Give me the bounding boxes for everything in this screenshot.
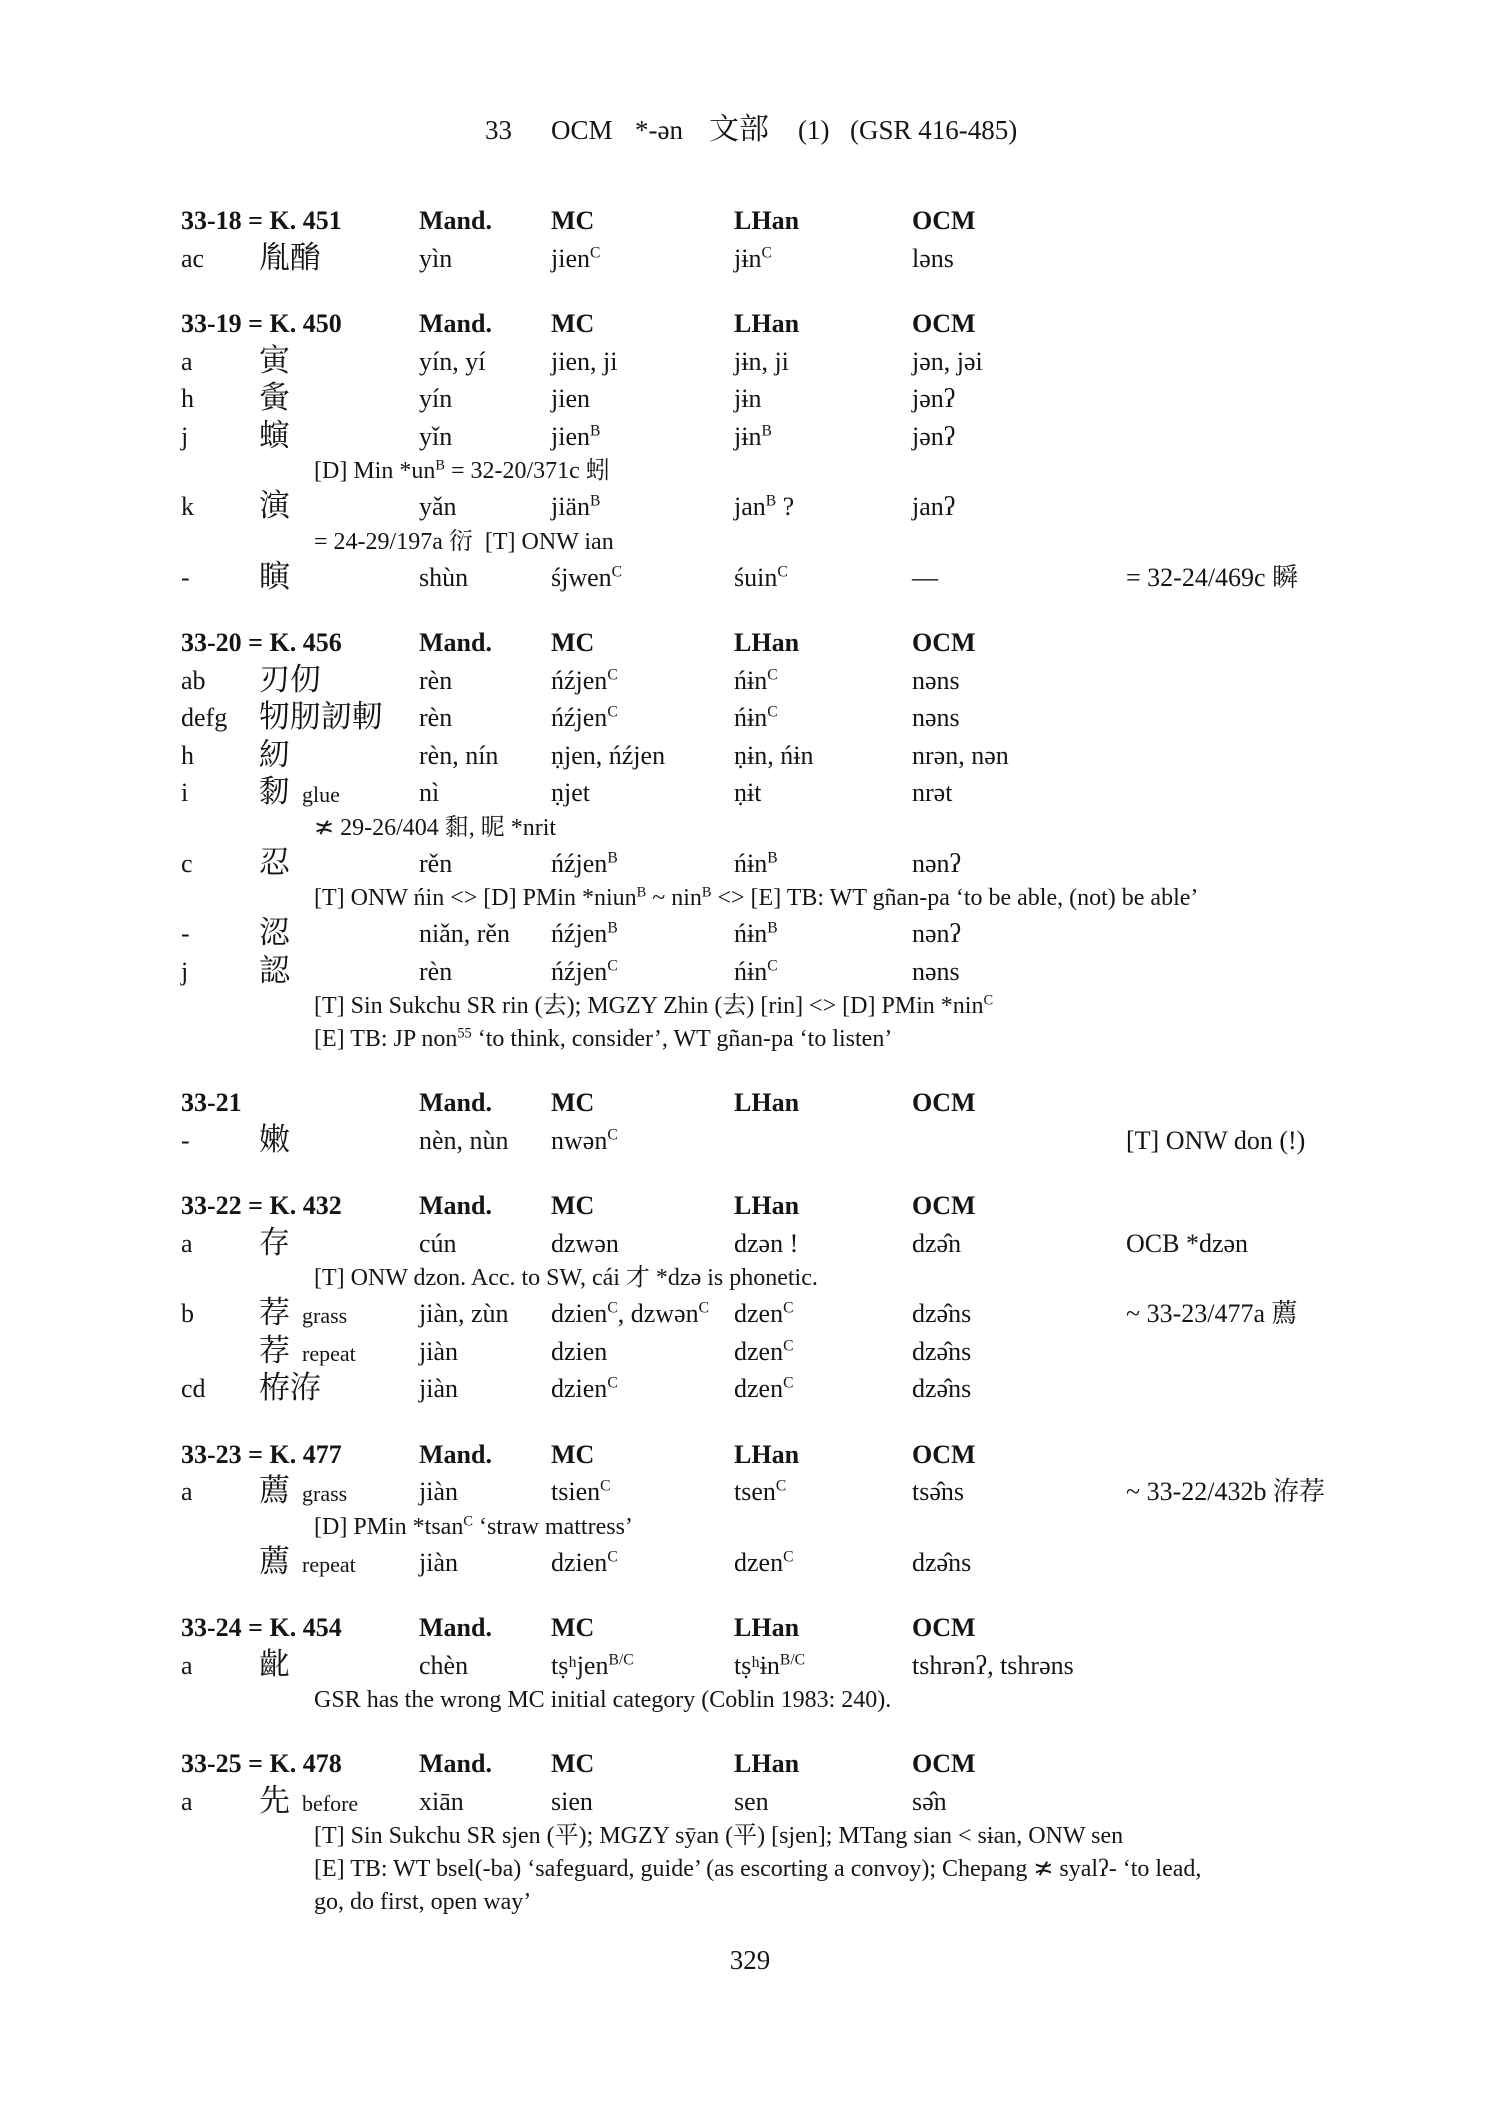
rhyme-final: *-ən [635,115,683,145]
entry-block [0,1745,1500,1919]
entry-note: [E] TB: WT bsel(-ba) ‘safeguard, guide’ (as escorting a convoy); Chepang ≭ syalʔ- ‘to lead, [314,1856,1202,1882]
item-letters: i [181,778,189,807]
entry-row [0,1122,1500,1160]
entry-header-row [0,1187,1500,1225]
item-letters: defg [181,703,228,732]
item-letters: h [181,384,194,413]
item-letters: cd [181,1374,206,1403]
entry-row [0,380,1500,418]
mandarin-reading: jiàn [419,1374,458,1403]
entry-note: ≭ 29-26/404 䵒, 昵 *nrit [314,814,557,841]
superscript-tone: C [607,1126,618,1144]
chinese-characters: 螾 [259,417,290,454]
entry-header-row [0,1609,1500,1647]
character-cell [259,343,290,382]
chinese-characters: 荐 [259,1332,290,1369]
later-han-reading: jɨn, ji [734,346,789,376]
later-han-reading: jɨn [734,384,762,413]
character-cell [259,1544,356,1584]
cross-reference: = 32-24/469c 瞬 [1126,562,1299,592]
middle-chinese-reading: jien, ji [551,346,618,376]
later-han-reading: ṇɨn, ńɨn [734,740,814,770]
mandarin-column-header: Mand. [419,1439,492,1469]
entry-header-row [0,1084,1500,1122]
old-chinese-reading: janʔ [912,492,956,521]
superscript-tone: C [607,1548,618,1566]
middle-chinese-reading: ńźjen$^C$ [551,956,618,986]
chinese-characters: 荐 [259,1295,290,1331]
later-han-column-header: LHan [734,1439,800,1469]
item-letters: j [181,421,189,451]
entry-row [0,1783,1500,1821]
superscript-tone: B [767,919,778,937]
page-number: 329 [729,1945,771,1975]
entry-row [0,1333,1500,1371]
later-han-column-header: LHan [734,1613,800,1642]
middle-chinese-reading: dzien$^C$ [551,1547,618,1577]
superscript-tone: C [783,1337,794,1355]
superscript-tone: B [636,884,647,901]
superscript-tone: B [607,849,618,867]
later-han-reading: ńɨn$^C$ [734,703,778,732]
old-chinese-reading: sə̂n [912,1786,947,1816]
entry-row [0,774,1500,812]
old-chinese-column-header: OCM [912,1088,976,1117]
entry-header-row [0,305,1500,343]
entry-header-row [0,624,1500,662]
chinese-characters: 先 [259,1782,290,1819]
superscript-tone: C [767,703,778,721]
character-cell [259,380,290,419]
superscript-tone: B/C [779,1651,806,1669]
entry-id: 33-24 = K. 454 [181,1613,342,1642]
entry-row [0,343,1500,381]
middle-chinese-column-header: MC [551,1439,595,1469]
item-letters: j [181,956,189,986]
entry-row [0,845,1500,883]
later-han-reading: dzən ! [734,1228,799,1258]
chinese-characters: 涊 [259,915,290,951]
entry-row [0,240,1500,278]
later-han-reading: jan$^B$ ? [734,492,795,521]
later-han-column-header: LHan [734,206,800,235]
old-chinese-reading: tsə̂ns [912,1477,964,1506]
later-han-reading: sen [734,1786,769,1816]
superscript-tone: C [611,563,623,581]
entry-block [0,1084,1500,1159]
mandarin-reading: cún [419,1228,457,1258]
superscript-tone: C [607,666,618,684]
rhyme-group: 文部 [709,113,769,146]
entry-row [0,1370,1500,1408]
mandarin-reading: rèn [419,703,453,732]
entry-id: 33-25 = K. 478 [181,1749,342,1778]
middle-chinese-reading: jiän$^B$ [551,492,601,521]
mandarin-reading: niǎn, rěn [419,919,510,948]
entry-header-row [0,202,1500,240]
later-han-reading: ńɨn$^B$ [734,848,778,878]
old-chinese-reading: dzə̂ns [912,1374,972,1403]
later-han-reading: ṇɨt [734,778,762,807]
later-han-column-header: LHan [734,1191,800,1220]
old-chinese-column-header: OCM [912,1439,976,1469]
entry-row [0,1295,1500,1333]
superscript-tone: C [607,1299,618,1317]
superscript-tone: C [783,1548,794,1566]
entry-note: [T] Sin Sukchu SR sjen (平); MGZY sȳan (平) [sjen]; MTang sian < sɨan, ONW sen [314,1823,1124,1849]
character-cell [259,915,290,954]
old-chinese-reading: nənʔ [912,848,962,878]
entry-row [0,953,1500,991]
cross-reference: OCB *dzən [1126,1228,1249,1258]
middle-chinese-reading: tṣʰjen$^{B/C}$ [551,1650,634,1680]
superscript-tone: B [765,492,777,510]
cross-reference: ~ 33-22/432b 洊荐 [1126,1477,1325,1506]
superscript-tone: C [783,1374,794,1392]
old-chinese-reading: dzə̂ns [912,1336,972,1366]
mandarin-reading: jiàn [419,1336,458,1366]
entry-id: 33-18 = K. 451 [181,206,342,235]
later-han-reading: dzen$^C$ [734,1336,794,1366]
mandarin-reading: yǐn [419,421,453,451]
mandarin-reading: jiàn [419,1547,458,1577]
character-cell [259,1225,290,1264]
mandarin-column-header: Mand. [419,1613,492,1642]
character-cell [259,662,321,701]
middle-chinese-reading: ṇjen, ńźjen [551,740,666,770]
section-part: (1) [798,115,830,145]
gloss: glue [302,782,340,807]
mandarin-column-header: Mand. [419,1088,492,1117]
superscript-tone: C [761,244,772,262]
mandarin-reading: yǎn [419,492,457,521]
superscript-tone: C [983,992,994,1009]
entry-note: GSR has the wrong MC initial category (Coblin 1983: 240). [314,1687,892,1713]
character-cell [259,774,340,814]
mandarin-reading: nèn, nùn [419,1125,509,1155]
chinese-characters: 刃仞 [259,661,321,698]
mandarin-column-header: Mand. [419,1191,492,1220]
superscript-tone: C [698,1299,709,1317]
item-letters: a [181,346,193,376]
middle-chinese-reading: ńźjen$^C$ [551,665,618,695]
old-chinese-reading: nrət [912,778,953,807]
entry-note: [D] PMin *tsan$^C$ ‘straw mattress’ [314,1512,633,1540]
middle-chinese-reading: jien$^B$ [551,421,601,451]
middle-chinese-reading: ńźjen$^B$ [551,919,618,948]
superscript-tone: B [435,457,445,474]
character-cell [259,699,383,738]
chinese-characters: 演 [259,488,290,524]
superscript-tone: B [590,492,601,510]
superscript-tone: B [607,919,618,937]
old-chinese-reading: dzə̂n [912,1228,962,1258]
character-cell [259,240,321,279]
entry-id: 33-23 = K. 477 [181,1439,342,1469]
entry-block [0,1609,1500,1717]
later-han-reading: ńɨn$^C$ [734,665,778,695]
later-han-column-header: LHan [734,309,800,338]
mandarin-reading: jiàn [419,1477,458,1506]
gsr-range: (GSR 416-485) [850,115,1018,145]
item-letters: a [181,1650,193,1680]
chinese-characters: 薦 [259,1473,290,1509]
character-cell [259,1783,358,1823]
later-han-reading: jɨn$^B$ [734,421,772,451]
entry-block [0,1436,1500,1582]
superscript-tone: C [607,703,618,721]
entry-row [0,488,1500,526]
old-chinese-reading: nənʔ [912,919,962,948]
entry-row [0,1544,1500,1582]
entry-note: go, do first, open way’ [314,1889,532,1915]
later-han-reading: dzen$^C$ [734,1299,794,1328]
middle-chinese-reading: jien [551,384,590,413]
entry-row [0,662,1500,700]
later-han-column-header: LHan [734,628,800,657]
middle-chinese-reading: dzien$^C$ [551,1374,618,1403]
entry-block [0,202,1500,277]
entry-row [0,1225,1500,1263]
superscript-tone: C [607,957,618,975]
old-chinese-reading: nəns [912,956,960,986]
item-letters: ab [181,665,206,695]
reconstruction-system: OCM [551,115,613,145]
middle-chinese-reading: śjwen$^C$ [551,562,623,592]
middle-chinese-column-header: MC [551,1613,595,1642]
entry-note: [T] ONW dzon. Acc. to SW, cái 才 *dzə is phonetic. [314,1265,818,1291]
old-chinese-reading: jənʔ [912,421,956,451]
entry-row [0,418,1500,456]
entry-row [0,737,1500,775]
gloss: repeat [302,1551,356,1577]
chinese-characters: 瞚 [259,558,290,595]
later-han-reading: ńɨn$^B$ [734,919,778,948]
entry-id: 33-19 = K. 450 [181,309,342,338]
item-letters: - [181,1125,190,1155]
mandarin-reading: yìn [419,243,453,273]
entry-id: 33-21 [181,1088,242,1117]
entry-block [0,305,1500,596]
middle-chinese-column-header: MC [551,206,595,235]
middle-chinese-column-header: MC [551,628,595,657]
mandarin-reading: rèn, nín [419,740,499,770]
character-cell [259,1295,347,1335]
superscript-tone: B [761,422,772,440]
character-cell [259,953,290,992]
mandarin-reading: rěn [419,848,453,878]
item-letters: a [181,1228,193,1258]
middle-chinese-reading: nwən$^C$ [551,1125,618,1155]
mandarin-column-header: Mand. [419,309,492,338]
middle-chinese-column-header: MC [551,1191,595,1220]
mandarin-reading: nì [419,778,440,807]
item-letters: - [181,919,190,948]
later-han-column-header: LHan [734,1749,800,1778]
middle-chinese-reading: ńźjen$^C$ [551,703,618,732]
middle-chinese-column-header: MC [551,1088,595,1117]
entry-block [0,1187,1500,1408]
mandarin-column-header: Mand. [419,1749,492,1778]
superscript-tone: C [767,957,778,975]
chinese-characters: 䵑 [259,774,290,810]
item-letters: k [181,492,194,521]
gloss: before [302,1790,359,1816]
chinese-characters: 栫洊 [259,1370,321,1406]
character-cell [259,488,290,527]
old-chinese-reading: nəns [912,665,960,695]
entry-header-row [0,1436,1500,1474]
old-chinese-reading: nəns [912,703,960,732]
old-chinese-reading: dzə̂ns [912,1547,972,1577]
character-cell [259,737,290,776]
old-chinese-column-header: OCM [912,1749,976,1778]
old-chinese-reading: — [912,562,938,592]
middle-chinese-reading: sien [551,1786,593,1816]
item-letters: c [181,848,193,878]
mandarin-reading: rèn [419,665,453,695]
mandarin-reading: chèn [419,1650,469,1680]
superscript-tone: C [777,563,788,581]
superscript-tone: C [590,244,601,262]
item-letters: ac [181,243,205,273]
character-cell [259,1370,321,1409]
later-han-reading: dzen$^C$ [734,1547,794,1577]
later-han-reading: jɨn$^C$ [734,243,772,273]
chinese-characters: 紉 [259,736,290,773]
chinese-characters: 認 [259,952,290,989]
character-cell [259,1647,290,1686]
chinese-characters: 齔 [259,1646,290,1683]
entry-row [0,915,1500,953]
chinese-characters: 夤 [259,380,290,416]
entry-note: [T] Sin Sukchu SR rin (去); MGZY Zhin (去) [rin] <> [D] PMin *nin$^C$ [314,992,994,1019]
superscript-tone: C [767,666,778,684]
middle-chinese-reading: ṇjet [551,778,590,807]
middle-chinese-column-header: MC [551,309,595,338]
middle-chinese-reading: dzwən [551,1228,619,1258]
superscript-tone: C [775,1477,787,1495]
middle-chinese-reading: ńźjen$^B$ [551,848,618,878]
superscript-tone: B [701,884,712,901]
old-chinese-reading: jən, jəi [912,346,983,376]
chinese-characters: 牣肕訒軔 [259,699,383,735]
mandarin-column-header: Mand. [419,628,492,657]
item-letters: - [181,562,190,592]
gloss: repeat [302,1340,356,1366]
mandarin-reading: shùn [419,562,469,592]
entry-row [0,1647,1500,1685]
middle-chinese-reading: dzien$^C$, dzwən$^C$ [551,1299,709,1328]
later-han-reading: śuin$^C$ [734,562,788,592]
later-han-column-header: LHan [734,1088,800,1117]
superscript-tone: C [463,1512,473,1529]
item-letters: h [181,740,194,770]
entry-row [0,1473,1500,1511]
old-chinese-reading: ləns [912,243,954,273]
middle-chinese-reading: tsien$^C$ [551,1477,611,1506]
old-chinese-column-header: OCM [912,1613,976,1642]
old-chinese-reading: tshrənʔ, tshrəns [912,1650,1074,1680]
mandarin-reading: yín, yí [419,346,486,376]
entry-note: [D] Min $*un^B = 32-20/371c$ 蚓 [314,457,610,484]
entry-note: [T] ONW ńin <> [D] PMin *niun$^B$ ~ nin$^B$ <> [E] TB: WT gñan-pa ‘to be able, (not) be able’ [314,884,1199,911]
old-chinese-column-header: OCM [912,206,976,235]
chinese-characters: 薦 [259,1543,290,1580]
chinese-characters: 胤酳 [259,239,321,276]
old-chinese-column-header: OCM [912,628,976,657]
character-cell [259,1333,356,1373]
character-cell [259,1122,290,1161]
later-han-reading: tsen$^C$ [734,1477,787,1506]
middle-chinese-reading: dzien [551,1336,608,1366]
superscript-tone: C [600,1477,611,1495]
entry-block [0,624,1500,1056]
middle-chinese-column-header: MC [551,1749,595,1778]
gloss: grass [302,1481,348,1506]
character-cell [259,418,290,457]
chinese-characters: 寅 [259,342,290,379]
entry-row [0,699,1500,737]
old-chinese-column-header: OCM [912,309,976,338]
entry-note: = 24-29/197a 衍 [T] ONW ian [314,528,614,555]
old-chinese-reading: nrən, nən [912,740,1009,770]
later-han-reading: dzen$^C$ [734,1374,794,1403]
item-letters: a [181,1477,193,1506]
old-chinese-column-header: OCM [912,1191,976,1220]
mandarin-reading: xiān [419,1786,464,1816]
entry-id: 33-22 = K. 432 [181,1191,342,1220]
cross-reference: [T] ONW don (!) [1126,1125,1306,1155]
superscript-tone: B/C [608,1651,634,1669]
section-number: 33 [485,115,512,145]
chinese-characters: 存 [259,1224,290,1261]
entry-header-row [0,1745,1500,1783]
mandarin-column-header: Mand. [419,206,492,235]
mandarin-reading: yín [419,384,453,413]
running-head [0,112,1500,148]
superscript-tone: B [590,422,601,440]
item-letters: a [181,1786,193,1816]
gloss: grass [302,1303,348,1328]
superscript-tone: C [783,1299,794,1317]
old-chinese-reading: jənʔ [912,384,956,413]
entry-note: [E] TB: JP non$^{55}$ ‘to think, consider’, WT gñan-pa ‘to listen’ [314,1025,893,1052]
character-cell [259,1473,347,1513]
superscript-tone: C [607,1374,618,1392]
cross-reference: ~ 33-23/477a 薦 [1126,1299,1298,1328]
entries-list [0,202,1500,1919]
later-han-reading: tṣʰɨn$^{B/C}$ [734,1650,806,1680]
mandarin-reading: rèn [419,956,453,986]
character-cell [259,845,290,884]
entry-id: 33-20 = K. 456 [181,628,342,657]
later-han-reading: ńɨn$^C$ [734,956,778,986]
chinese-characters: 嫩 [259,1121,290,1158]
entry-row [0,559,1500,597]
middle-chinese-reading: jien$^C$ [551,243,601,273]
chinese-characters: 忍 [259,844,290,881]
item-letters: b [181,1299,194,1328]
superscript-tone: B [767,849,778,867]
superscript-tone: 55 [457,1025,472,1042]
character-cell [259,559,290,598]
mandarin-reading: jiàn, zùn [419,1299,509,1328]
old-chinese-reading: dzə̂ns [912,1299,972,1328]
